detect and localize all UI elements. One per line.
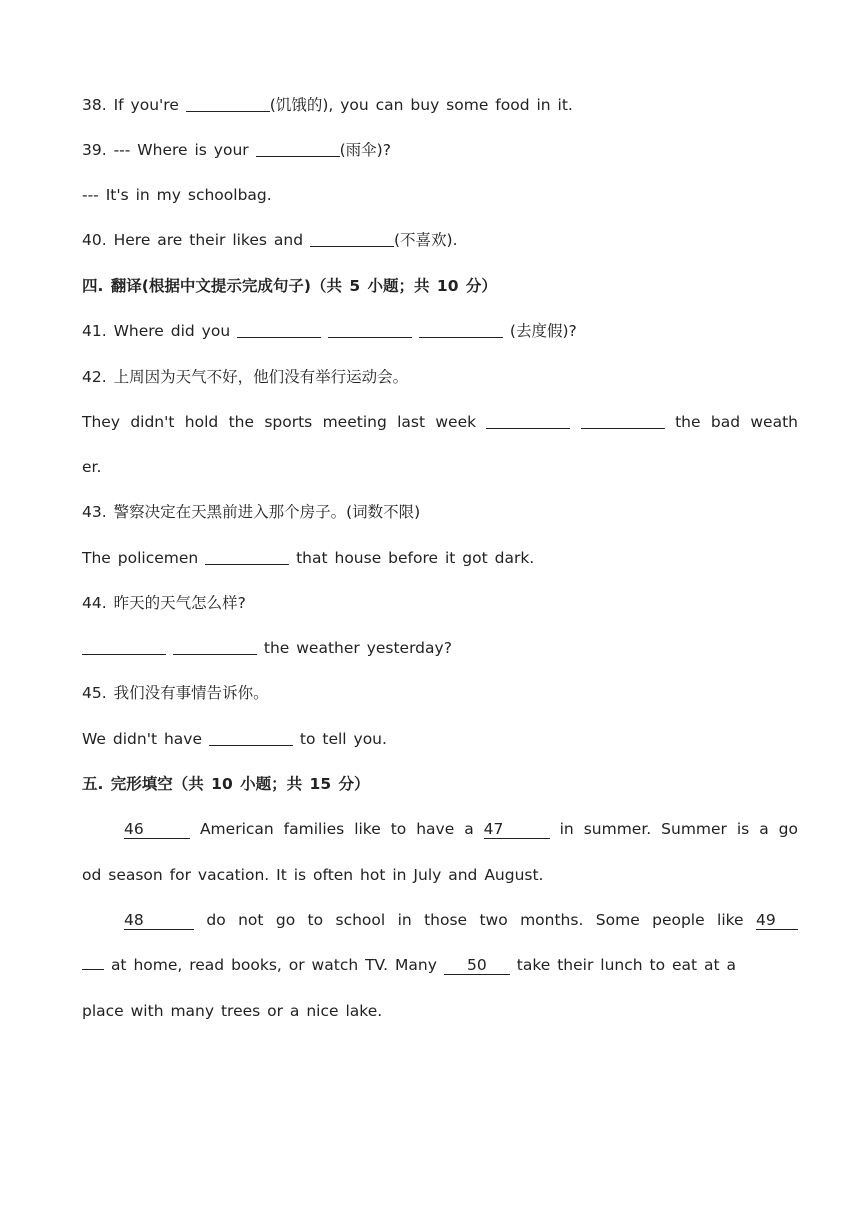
answer-blank[interactable]: [209, 728, 293, 746]
cloze-blank-49-cont[interactable]: [82, 969, 104, 970]
cloze-paragraph-1-line-2: od season for vacation. It is often hot in July and August.: [82, 866, 544, 884]
answer-blank[interactable]: [256, 139, 340, 157]
answer-blank[interactable]: [186, 94, 270, 112]
cloze-paragraph-2-line-3: place with many trees or a nice lake.: [82, 1002, 383, 1020]
section-heading-cloze: 五. 完形填空（共 10 小题；共 15 分）: [82, 775, 370, 793]
answer-blank[interactable]: [328, 320, 412, 338]
answer-blank[interactable]: [310, 229, 394, 247]
cloze-blank-46[interactable]: 46: [124, 820, 190, 839]
cloze-blank-47[interactable]: 47: [484, 820, 550, 839]
question-42: They didn't hold the sports meeting last week the bad weath: [82, 413, 798, 431]
cloze-blank-49[interactable]: 49: [756, 911, 798, 930]
question-45: We didn't have to tell you.: [82, 730, 387, 748]
question-42-cont: er.: [82, 458, 102, 476]
answer-blank[interactable]: [486, 411, 570, 429]
question-41: 41. Where did you (去度假)?: [82, 322, 577, 340]
answer-blank[interactable]: [173, 637, 257, 655]
answer-blank[interactable]: [82, 637, 166, 655]
cloze-blank-50[interactable]: 50: [444, 956, 510, 975]
question-40: 40. Here are their likes and (不喜欢).: [82, 231, 458, 249]
cloze-blank-48[interactable]: 48: [124, 911, 194, 930]
question-44-prompt: 44. 昨天的天气怎么样?: [82, 594, 246, 612]
cloze-paragraph-1-line-1: 46 American families like to have a 47 in summer. Summer is a go: [124, 820, 798, 838]
question-39-reply: --- It's in my schoolbag.: [82, 186, 272, 204]
answer-blank[interactable]: [419, 320, 503, 338]
answer-blank[interactable]: [237, 320, 321, 338]
question-39: 39. --- Where is your (雨伞)?: [82, 141, 391, 159]
section-heading-translation: 四. 翻译(根据中文提示完成句子)（共 5 小题；共 10 分）: [82, 277, 497, 295]
answer-blank[interactable]: [581, 411, 665, 429]
question-43: The policemen that house before it got dark.: [82, 549, 535, 567]
cloze-paragraph-2-line-1: 48 do not go to school in those two months. Some people like 49: [82, 908, 798, 932]
question-43-prompt: 43. 警察决定在天黑前进入那个房子。(词数不限): [82, 503, 421, 521]
question-44: the weather yesterday?: [82, 636, 798, 660]
question-45-prompt: 45. 我们没有事情告诉你。: [82, 684, 269, 702]
answer-blank[interactable]: [205, 547, 289, 565]
question-38: 38. If you're (饥饿的), you can buy some food in it.: [82, 96, 573, 114]
question-42-prompt: 42. 上周因为天气不好，他们没有举行运动会。: [82, 368, 409, 386]
cloze-paragraph-2-line-2: at home, read books, or watch TV. Many 50 take their lunch to eat at a: [82, 953, 798, 977]
